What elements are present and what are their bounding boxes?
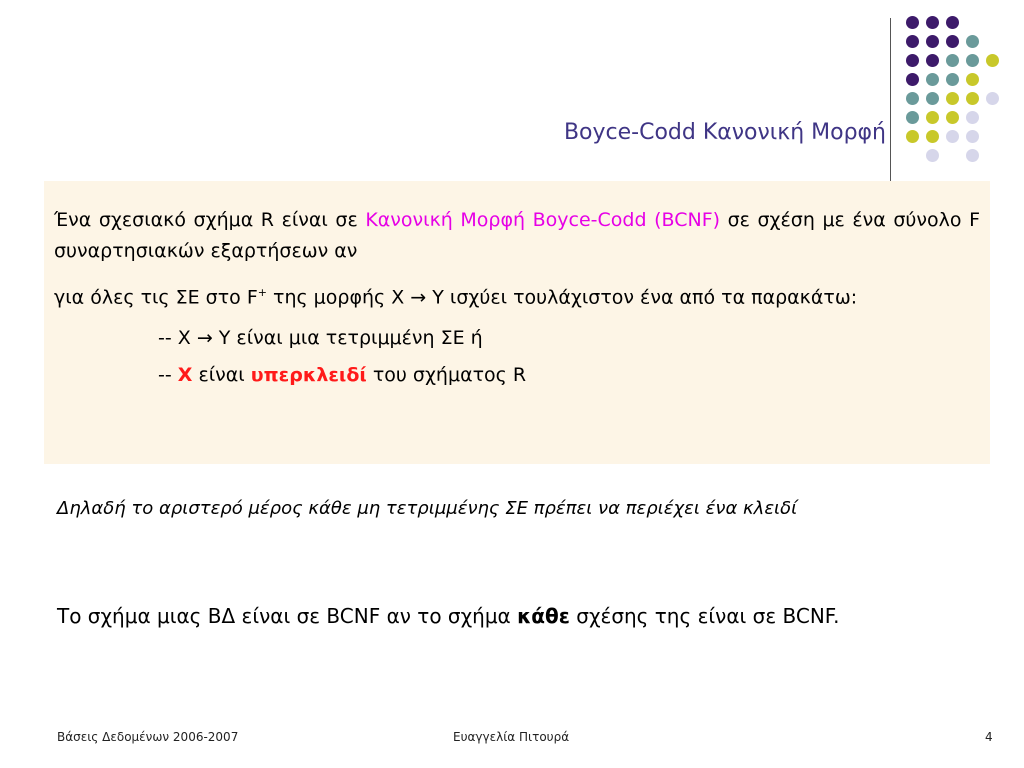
arrow-icon: → [196,327,213,350]
decorative-dot [966,130,979,143]
decorative-dot [946,35,959,48]
decorative-dot [946,111,959,124]
decorative-dot [926,130,939,143]
condition-superkey [54,360,980,391]
decorative-dot [986,92,999,105]
decorative-dot [966,92,979,105]
decorative-dot [906,111,919,124]
bcnf-abbreviation: BCNF) [661,209,721,231]
condition-trivial [54,323,980,354]
decorative-dot [906,35,919,48]
decorative-dot [946,92,959,105]
condition-intro-text: Y ισχύει τουλάχιστον ένα από τα παρακάτω: [426,286,858,309]
decorative-dot [986,54,999,67]
decorative-dot [946,16,959,29]
decorative-dot [906,92,919,105]
definition-box [44,181,990,464]
decorative-dot [926,16,939,29]
decorative-dot [906,54,919,67]
decorative-dot [926,149,939,162]
decorative-dot [926,35,939,48]
condition-intro-text: για όλες τις ΣΕ στο F [54,286,258,309]
decorative-dot [966,73,979,86]
superkey-term: υπερκλειδί [250,364,367,387]
page-number: 4 [985,730,993,744]
decorative-dot [946,54,959,67]
decorative-dot [926,92,939,105]
explanation-note: Δηλαδή το αριστερό μέρος κάθε μη τετριμμένης ΣΕ πρέπει να περιέχει ένα κλειδί [57,498,798,519]
database-statement [57,600,979,632]
decorative-dot-grid [900,14,1000,164]
decorative-dot [966,35,979,48]
condition-intro-text: της μορφής X [266,286,411,309]
decorative-dot [926,54,939,67]
condition-text: Y είναι μια τετριμμένη ΣΕ ή [212,327,483,350]
title-divider-line [890,18,891,186]
decorative-dot [926,73,939,86]
condition-text: -- [158,364,178,387]
definition-paragraph-1 [54,205,980,267]
statement-emphasis: κάθε [517,604,570,628]
definition-text: Ένα σχεσιακό σχήμα R είναι σε [54,209,366,231]
slide-title: Boyce-Codd Κανονική Μορφή [563,120,886,145]
bcnf-open-paren: ( [654,209,662,231]
footer-author: Ευαγγελία Πιτουρά [453,730,570,744]
closure-superscript: + [257,286,267,299]
definition-paragraph-2 [54,277,980,313]
statement-text: σχέσης της είναι σε BCNF. [569,604,840,628]
decorative-dot [966,149,979,162]
decorative-dot [966,54,979,67]
decorative-dot [906,16,919,29]
bcnf-term: Κανονική Μορφή Boyce-Codd [365,209,655,231]
condition-text: -- X [158,327,197,350]
footer-course: Βάσεις Δεδομένων 2006-2007 [57,730,239,744]
x-highlight: X [177,364,193,387]
statement-text: Το σχήμα μιας ΒΔ είναι σε BCNF αν το σχήμα [57,604,518,628]
decorative-dot [906,73,919,86]
decorative-dot [966,111,979,124]
decorative-dot [906,130,919,143]
arrow-icon: → [410,286,427,309]
condition-text: του σχήματος R [366,364,527,387]
definition-text: σε σχέση με ένα σύνολο F συναρτησιακών εξαρτήσεων αν [54,209,980,262]
condition-text: είναι [192,364,251,387]
decorative-dot [926,111,939,124]
decorative-dot [946,73,959,86]
decorative-dot [946,130,959,143]
